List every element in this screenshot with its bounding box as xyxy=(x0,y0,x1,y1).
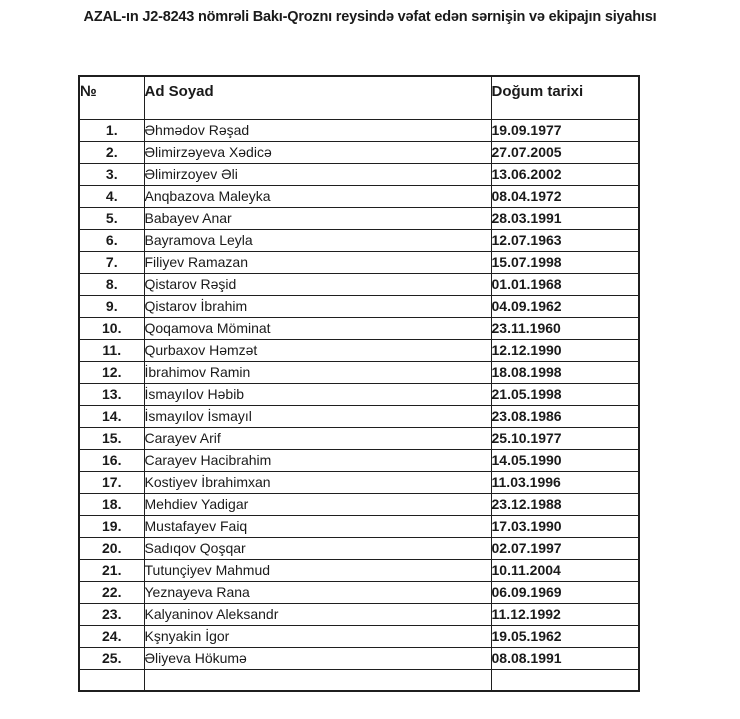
row-name: Əhmədov Rəşad xyxy=(144,119,491,141)
column-header-birthdate: Doğum tarixi xyxy=(491,76,639,119)
row-name: Mehdiev Yadigar xyxy=(144,493,491,515)
row-name: Kşnyakin İgor xyxy=(144,625,491,647)
row-dob: 13.06.2002 xyxy=(491,163,639,185)
table-row xyxy=(79,471,639,493)
table-row xyxy=(79,581,639,603)
row-dob: 18.08.1998 xyxy=(491,361,639,383)
table-row xyxy=(79,515,639,537)
row-number: 6. xyxy=(79,229,144,251)
table-row xyxy=(79,119,639,141)
row-name: Yeznayeva Rana xyxy=(144,581,491,603)
row-number: 25. xyxy=(79,647,144,669)
row-dob: 27.07.2005 xyxy=(491,141,639,163)
row-name: Kostiyev İbrahimxan xyxy=(144,471,491,493)
row-dob: 23.11.1960 xyxy=(491,317,639,339)
row-dob: 25.10.1977 xyxy=(491,427,639,449)
table-row xyxy=(79,647,639,669)
row-dob: 08.04.1972 xyxy=(491,185,639,207)
row-dob: 04.09.1962 xyxy=(491,295,639,317)
table-row xyxy=(79,361,639,383)
row-number: 13. xyxy=(79,383,144,405)
table-header xyxy=(79,76,639,119)
row-name: İsmayılov İsmayıl xyxy=(144,405,491,427)
row-name: Carayev Arif xyxy=(144,427,491,449)
table-row xyxy=(79,559,639,581)
row-dob: 23.08.1986 xyxy=(491,405,639,427)
table-row xyxy=(79,273,639,295)
row-name: Anqbazova Maleyka xyxy=(144,185,491,207)
row-name: Əlimirzəyeva Xədicə xyxy=(144,141,491,163)
row-name: Babayev Anar xyxy=(144,207,491,229)
row-dob: 02.07.1997 xyxy=(491,537,639,559)
column-header-name: Ad Soyad xyxy=(144,76,491,119)
row-dob: 15.07.1998 xyxy=(491,251,639,273)
row-number: 5. xyxy=(79,207,144,229)
row-name: Kalyaninov Aleksandr xyxy=(144,603,491,625)
row-name: Mustafayev Faiq xyxy=(144,515,491,537)
row-name: Qistarov Rəşid xyxy=(144,273,491,295)
row-dob: 14.05.1990 xyxy=(491,449,639,471)
empty-cell-dob xyxy=(491,669,639,691)
row-number: 16. xyxy=(79,449,144,471)
row-dob: 17.03.1990 xyxy=(491,515,639,537)
table-body xyxy=(79,119,639,691)
row-dob: 19.05.1962 xyxy=(491,625,639,647)
page-title: AZAL-ın J2-8243 nömrəli Bakı-Qroznı reysində vəfat edən sərnişin və ekipajın siyahısı xyxy=(83,9,657,25)
row-name: Əliyeva Hökumə xyxy=(144,647,491,669)
row-name: Filiyev Ramazan xyxy=(144,251,491,273)
row-dob: 10.11.2004 xyxy=(491,559,639,581)
row-number: 24. xyxy=(79,625,144,647)
row-number: 14. xyxy=(79,405,144,427)
table-row xyxy=(79,383,639,405)
empty-cell-name xyxy=(144,669,491,691)
row-name: Əlimirzoyev Əli xyxy=(144,163,491,185)
row-number: 8. xyxy=(79,273,144,295)
row-dob: 19.09.1977 xyxy=(491,119,639,141)
row-number: 4. xyxy=(79,185,144,207)
table-row xyxy=(79,317,639,339)
row-number: 9. xyxy=(79,295,144,317)
row-name: Sadıqov Qoşqar xyxy=(144,537,491,559)
table-row xyxy=(79,163,639,185)
table-row xyxy=(79,427,639,449)
row-dob: 28.03.1991 xyxy=(491,207,639,229)
row-number: 11. xyxy=(79,339,144,361)
table-row xyxy=(79,229,639,251)
row-number: 23. xyxy=(79,603,144,625)
empty-cell-number xyxy=(79,669,144,691)
row-number: 17. xyxy=(79,471,144,493)
table-row xyxy=(79,185,639,207)
row-number: 3. xyxy=(79,163,144,185)
table-row xyxy=(79,449,639,471)
column-header-number: № xyxy=(79,76,144,119)
table-row xyxy=(79,493,639,515)
table-row xyxy=(79,295,639,317)
row-number: 20. xyxy=(79,537,144,559)
row-number: 15. xyxy=(79,427,144,449)
row-number: 12. xyxy=(79,361,144,383)
row-number: 7. xyxy=(79,251,144,273)
table-row xyxy=(79,251,639,273)
empty-row xyxy=(79,669,639,691)
row-dob: 06.09.1969 xyxy=(491,581,639,603)
row-number: 1. xyxy=(79,119,144,141)
row-number: 19. xyxy=(79,515,144,537)
table-row xyxy=(79,625,639,647)
row-number: 2. xyxy=(79,141,144,163)
row-dob: 12.12.1990 xyxy=(491,339,639,361)
row-number: 10. xyxy=(79,317,144,339)
row-name: Qoqamova Möminat xyxy=(144,317,491,339)
table-row xyxy=(79,339,639,361)
row-dob: 11.03.1996 xyxy=(491,471,639,493)
row-name: Carayev Hacibrahim xyxy=(144,449,491,471)
row-number: 22. xyxy=(79,581,144,603)
row-name: İsmayılov Həbib xyxy=(144,383,491,405)
row-dob: 11.12.1992 xyxy=(491,603,639,625)
table-row xyxy=(79,207,639,229)
table-row xyxy=(79,405,639,427)
row-number: 21. xyxy=(79,559,144,581)
row-name: Qistarov İbrahim xyxy=(144,295,491,317)
row-dob: 08.08.1991 xyxy=(491,647,639,669)
row-dob: 01.01.1968 xyxy=(491,273,639,295)
row-dob: 23.12.1988 xyxy=(491,493,639,515)
row-name: İbrahimov Ramin xyxy=(144,361,491,383)
row-name: Qurbaxov Həmzət xyxy=(144,339,491,361)
passenger-list-table xyxy=(78,75,640,692)
row-dob: 21.05.1998 xyxy=(491,383,639,405)
row-name: Bayramova Leyla xyxy=(144,229,491,251)
table-row xyxy=(79,603,639,625)
row-dob: 12.07.1963 xyxy=(491,229,639,251)
row-number: 18. xyxy=(79,493,144,515)
row-name: Tutunçiyev Mahmud xyxy=(144,559,491,581)
table-row xyxy=(79,141,639,163)
table-row xyxy=(79,537,639,559)
